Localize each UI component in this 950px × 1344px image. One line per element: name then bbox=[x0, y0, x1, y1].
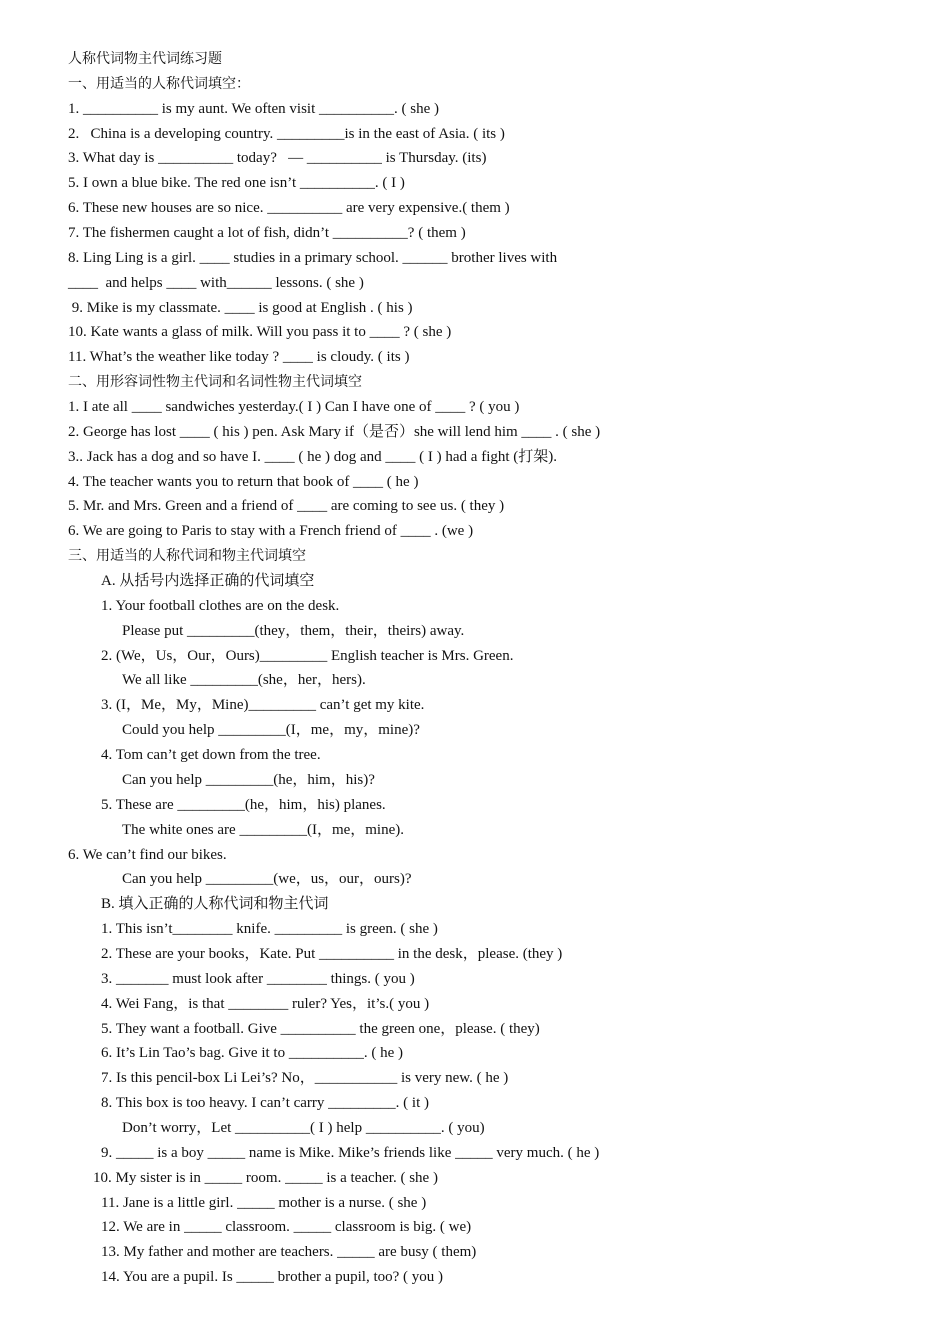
exercise-line: 1. I ate all ____ sandwiches yesterday.( I ) Can I have one of ____ ? ( you ) bbox=[68, 399, 520, 416]
exercise-line: 4. Tom can’t get down from the tree. bbox=[101, 747, 321, 764]
document-title: 人称代词物主代词练习题 bbox=[68, 51, 222, 67]
exercise-line: 6. These new houses are so nice. __________ are very expensive.( them ) bbox=[68, 200, 510, 217]
exercise-line: 9. _____ is a boy _____ name is Mike. Mike’s friends like _____ very much. ( he ) bbox=[101, 1144, 600, 1161]
exercise-line: 2. George has lost ____ ( his ) pen. Ask Mary if（是否）she will lend him ____ . ( she ) bbox=[68, 423, 601, 440]
section-1-heading: 一、用适当的人称代词填空： bbox=[68, 75, 250, 92]
exercise-line: 5. These are _________(he，him，his) planes. bbox=[101, 796, 386, 813]
exercise-line: 2. These are your books，Kate. Put __________ in the desk，please. (they ) bbox=[101, 945, 563, 962]
exercise-line: 5. They want a football. Give __________ the green one，please. ( they) bbox=[101, 1020, 540, 1037]
exercise-line: We all like _________(she，her，hers). bbox=[122, 672, 366, 689]
exercise-line: 11. What’s the weather like today ? ____ is cloudy. ( its ) bbox=[68, 349, 410, 366]
exercise-line: 4. Wei Fang，is that ________ ruler? Yes，it’s.( you ) bbox=[101, 995, 430, 1012]
subsection-b-heading: B. 填入正确的人称代词和物主代词 bbox=[101, 896, 329, 913]
exercise-line: 6. We are going to Paris to stay with a French friend of ____ . (we ) bbox=[68, 523, 474, 540]
exercise-line: 8. Ling Ling is a girl. ____ studies in a primary school. ______ brother lives with bbox=[68, 249, 558, 266]
exercise-line: Can you help _________(we，us，our，ours)? bbox=[122, 871, 412, 888]
exercise-line: 5. I own a blue bike. The red one isn’t __________. ( I ) bbox=[68, 175, 405, 192]
exercise-line: 4. The teacher wants you to return that book of ____ ( he ) bbox=[68, 473, 419, 490]
exercise-line: 10. My sister is in _____ room. _____ is a teacher. ( she ) bbox=[93, 1169, 438, 1186]
exercise-line: 6. It’s Lin Tao’s bag. Give it to __________. ( he ) bbox=[101, 1045, 403, 1062]
exercise-line: 2. China is a developing country. _________is in the east of Asia. ( its ) bbox=[68, 125, 505, 142]
exercise-line: 3. _______ must look after ________ things. ( you ) bbox=[101, 970, 415, 987]
exercise-line: 13. My father and mother are teachers. _____ are busy ( them) bbox=[101, 1244, 477, 1261]
subsection-a-heading: A. 从括号内选择正确的代词填空 bbox=[101, 573, 315, 590]
exercise-line: 7. The fishermen caught a lot of fish, didn’t __________? ( them ) bbox=[68, 225, 466, 242]
exercise-line: 9. Mike is my classmate. ____ is good at English . ( his ) bbox=[68, 299, 413, 316]
section-2-heading: 二、用形容词性物主代词和名词性物主代词填空 bbox=[68, 374, 362, 391]
document-page bbox=[0, 47, 950, 1290]
exercise-line: 14. You are a pupil. Is _____ brother a pupil, too? ( you ) bbox=[101, 1269, 444, 1286]
exercise-line: 11. Jane is a little girl. _____ mother is a nurse. ( she ) bbox=[101, 1194, 427, 1211]
exercise-line: Don’t worry，Let __________( I ) help __________. ( you) bbox=[122, 1119, 485, 1136]
exercise-line: 7. Is this pencil-box Li Lei’s? No，___________ is very new. ( he ) bbox=[101, 1070, 509, 1087]
exercise-line: 8. This box is too heavy. I can’t carry _________. ( it ) bbox=[101, 1095, 429, 1112]
exercise-line: 1. __________ is my aunt. We often visit __________. ( she ) bbox=[68, 100, 439, 117]
exercise-line: 10. Kate wants a glass of milk. Will you pass it to ____ ? ( she ) bbox=[68, 324, 452, 341]
exercise-line: 5. Mr. and Mrs. Green and a friend of ____ are coming to see us. ( they ) bbox=[68, 498, 505, 515]
exercise-line: 6. We can’t find our bikes. bbox=[68, 846, 227, 863]
exercise-line: 1. Your football clothes are on the desk. bbox=[101, 597, 340, 614]
exercise-line: 1. This isn’t________ knife. _________ is green. ( she ) bbox=[101, 921, 438, 938]
exercise-line: 3.. Jack has a dog and so have I. ____ ( he ) dog and ____ ( I ) had a fight (打架). bbox=[68, 448, 558, 465]
exercise-line: 3. What day is __________ today? — __________ is Thursday. (its) bbox=[68, 150, 487, 167]
exercise-line: The white ones are _________(I，me，mine). bbox=[122, 821, 405, 838]
exercise-line: Could you help _________(I，me，my，mine)? bbox=[122, 722, 420, 739]
exercise-line: 12. We are in _____ classroom. _____ classroom is big. ( we) bbox=[101, 1219, 472, 1236]
exercise-line: 2. (We，Us，Our，Ours)_________ English teacher is Mrs. Green. bbox=[101, 647, 514, 664]
exercise-line: Please put _________(they，them，their，theirs) away. bbox=[122, 622, 465, 639]
exercise-line: 3. (I，Me，My，Mine)_________ can’t get my kite. bbox=[101, 697, 425, 714]
exercise-line: ____ and helps ____ with______ lessons. ( she ) bbox=[68, 274, 364, 291]
section-3-heading: 三、用适当的人称代词和物主代词填空 bbox=[68, 548, 306, 565]
exercise-line: Can you help _________(he，him，his)? bbox=[122, 771, 375, 788]
